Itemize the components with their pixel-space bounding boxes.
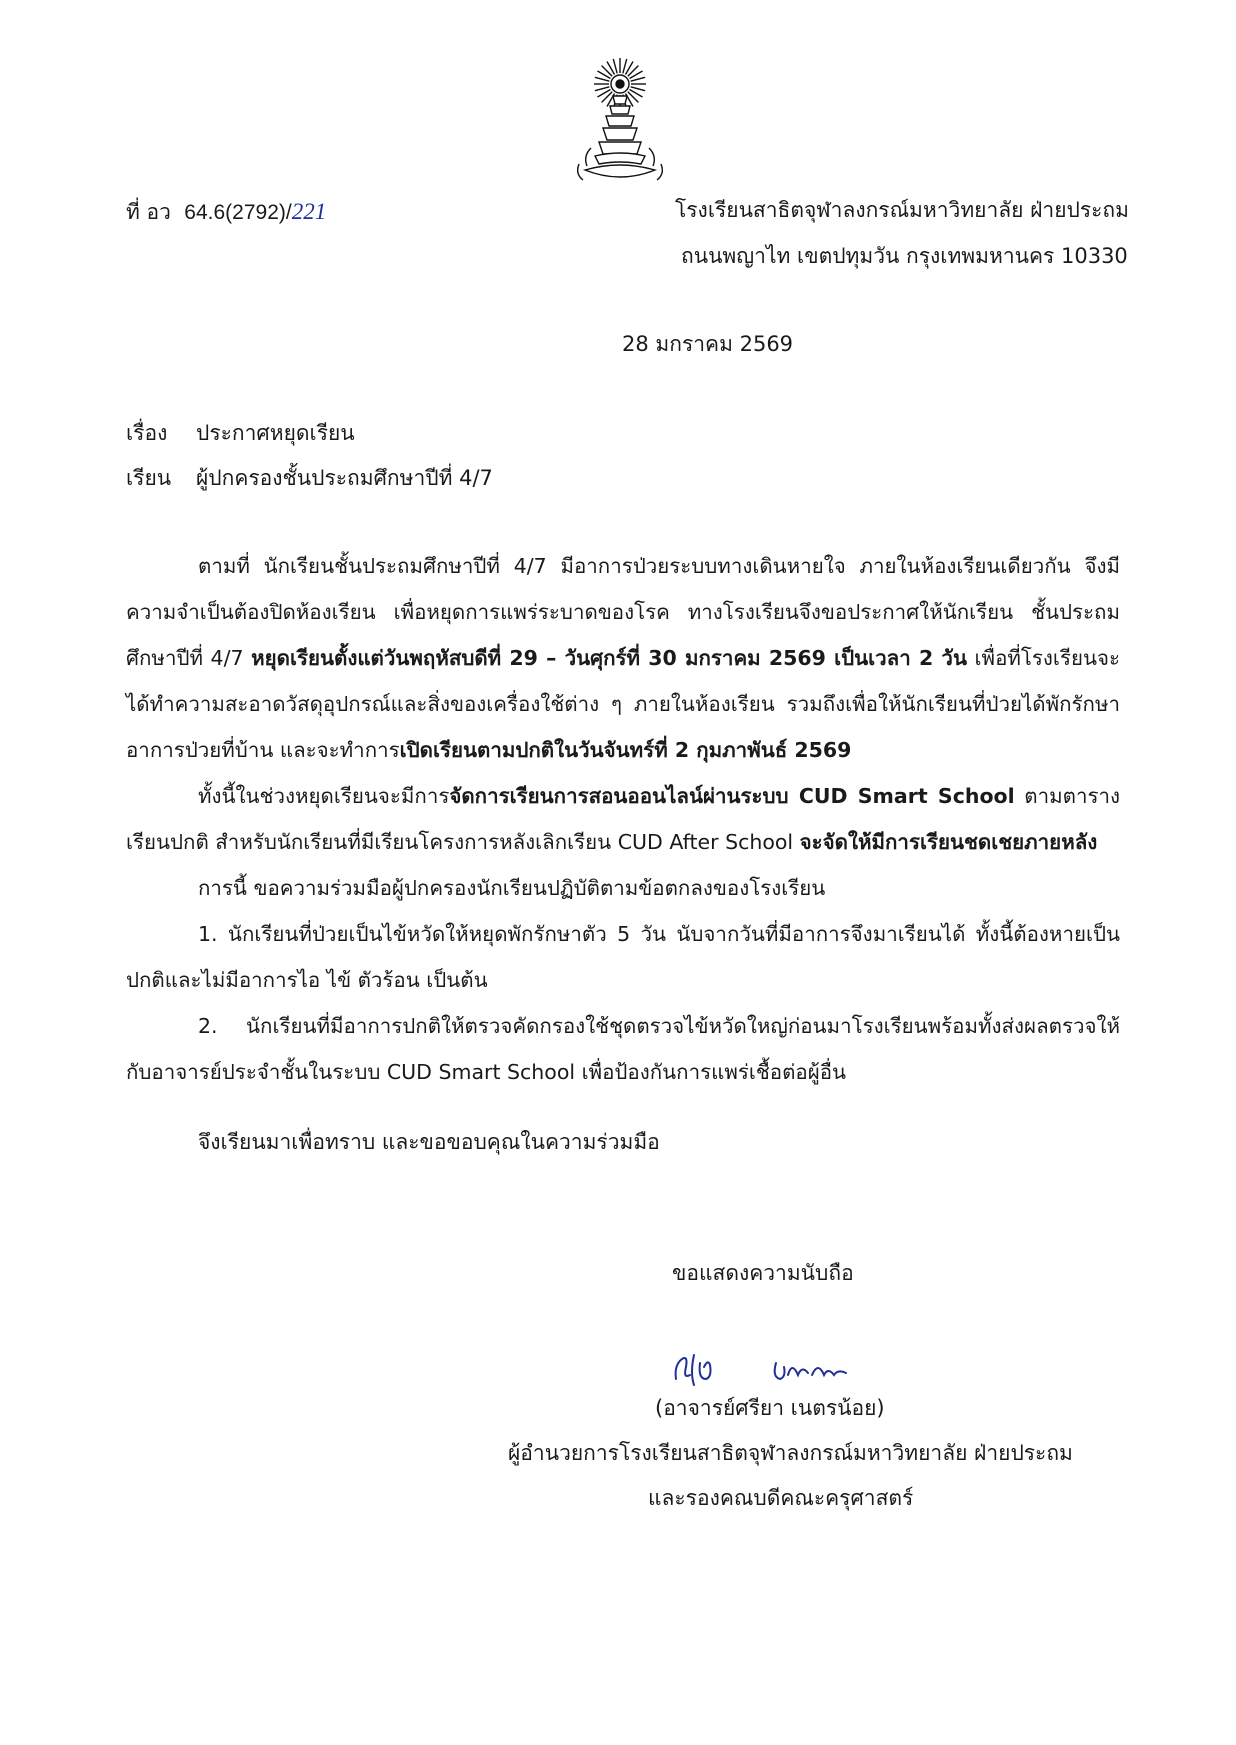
paragraph-1-bold-reopen: เปิดเรียนตามปกติในวันจันทร์ที่ 2 กุมภาพันธ์ 2569 — [399, 738, 852, 762]
paragraph-announcement — [126, 543, 1120, 773]
paragraph-2-text-a: ทั้งนี้ในช่วงหยุดเรียนจะมีการ — [198, 784, 450, 808]
signer-name: (อาจารย์ศรียา เนตรน้อย) — [655, 1396, 885, 1420]
reference-code: 64.6(2792)/ — [184, 201, 292, 224]
recipient-label: เรียน — [126, 466, 172, 490]
paragraph-rule-2: 2. นักเรียนที่มีอาการปกติให้ตรวจคัดกรองใช้ชุดตรวจไข้หวัดใหญ่ก่อนมาโรงเรียนพร้อมทั้งส่งผลตรวจให้กับอาจารย์ประจำชั้นในระบบ CUD Smart School เพื่อป้องกันการแพร่เชื้อต่อผู้อื่น — [126, 1014, 1120, 1084]
paragraph-1-text-c: เพื่อที่โรงเรียนจะได้ทำความสะอาดวัสดุอุปกรณ์และสิ่งของเครื่องใช้ต่าง ๆ ภายในห้องเรียน รวมถึงเพื่อให้นักเรียนที่ป่วยได้พักรักษาอาการป่วยที่บ้าน และจะทำการ — [126, 646, 1120, 762]
paragraph-2-bold-makeup: จะจัดให้มีการเรียนชดเชยภายหลัง — [799, 830, 1098, 854]
reference-prefix: ที่ อว — [126, 200, 171, 224]
school-name: โรงเรียนสาธิตจุฬาลงกรณ์มหาวิทยาลัย ฝ่ายประถม — [675, 198, 1129, 222]
paragraph-online-learning — [126, 773, 1120, 865]
reference-handwritten-number: 221 — [291, 199, 327, 224]
letter-date: 28 มกราคม 2569 — [622, 332, 794, 356]
paragraph-2-bold-online: จัดการเรียนการสอนออนไลน์ผ่านระบบ CUD Smart School — [449, 784, 1015, 808]
paragraph-2-text-c: ตามตารางเรียนปกติ สำหรับนักเรียนที่มีเรียนโครงการหลังเลิกเรียน CUD After School — [126, 784, 1121, 854]
recipient-line — [126, 465, 493, 492]
recipient-value: ผู้ปกครองชั้นประถมศึกษาปีที่ 4/7 — [196, 466, 493, 490]
reference-number — [126, 197, 326, 227]
regards-line: ขอแสดงความนับถือ — [672, 1261, 854, 1285]
chulalongkorn-crest-icon — [573, 52, 667, 190]
subject-label: เรื่อง — [126, 421, 168, 445]
letter-body — [126, 543, 1120, 1095]
subject-value: ประกาศหยุดเรียน — [196, 421, 355, 445]
paragraph-request: การนี้ ขอความร่วมมือผู้ปกครองนักเรียนปฏิบัติตามข้อตกลงของโรงเรียน — [198, 876, 826, 900]
paragraph-rule-1: 1. นักเรียนที่ป่วยเป็นไข้หวัดให้หยุดพักรักษาตัว 5 วัน นับจากวันที่มีอาการจึงมาเรียนได้ ทั้งนี้ต้องหายเป็นปกติและไม่มีอาการไอ ไข้ ตัวร้อน เป็นต้น — [126, 922, 1120, 992]
paragraph-1-bold-dates: หยุดเรียนตั้งแต่วันพฤหัสบดีที่ 29 – วันศุกร์ที่ 30 มกราคม 2569 เป็นเวลา 2 วัน — [251, 646, 967, 670]
closing-line: จึงเรียนมาเพื่อทราบ และขอขอบคุณในความร่วมมือ — [198, 1130, 660, 1154]
signer-position-2: และรองคณบดีคณะครุศาสตร์ — [648, 1486, 914, 1510]
paragraph-1-text-a: ตามที่ นักเรียนชั้นประถมศึกษาปีที่ 4/7 มีอาการป่วยระบบทางเดินหายใจ ภายในห้องเรียนเดียวกัน จึงมีความจำเป็นต้องปิดห้องเรียน เพื่อหยุดการแพร่ระบาดของโรค ทางโรงเรียนจึงขอประกาศให้นักเรียน ชั้นประถมศึกษาปีที่ 4/7 — [126, 554, 1120, 670]
school-address: ถนนพญาไท เขตปทุมวัน กรุงเทพมหานคร 10330 — [681, 244, 1128, 268]
handwritten-signature — [668, 1345, 858, 1395]
signer-position-1: ผู้อำนวยการโรงเรียนสาธิตจุฬาลงกรณ์มหาวิทยาลัย ฝ่ายประถม — [508, 1441, 1073, 1465]
subject-line — [126, 420, 355, 447]
